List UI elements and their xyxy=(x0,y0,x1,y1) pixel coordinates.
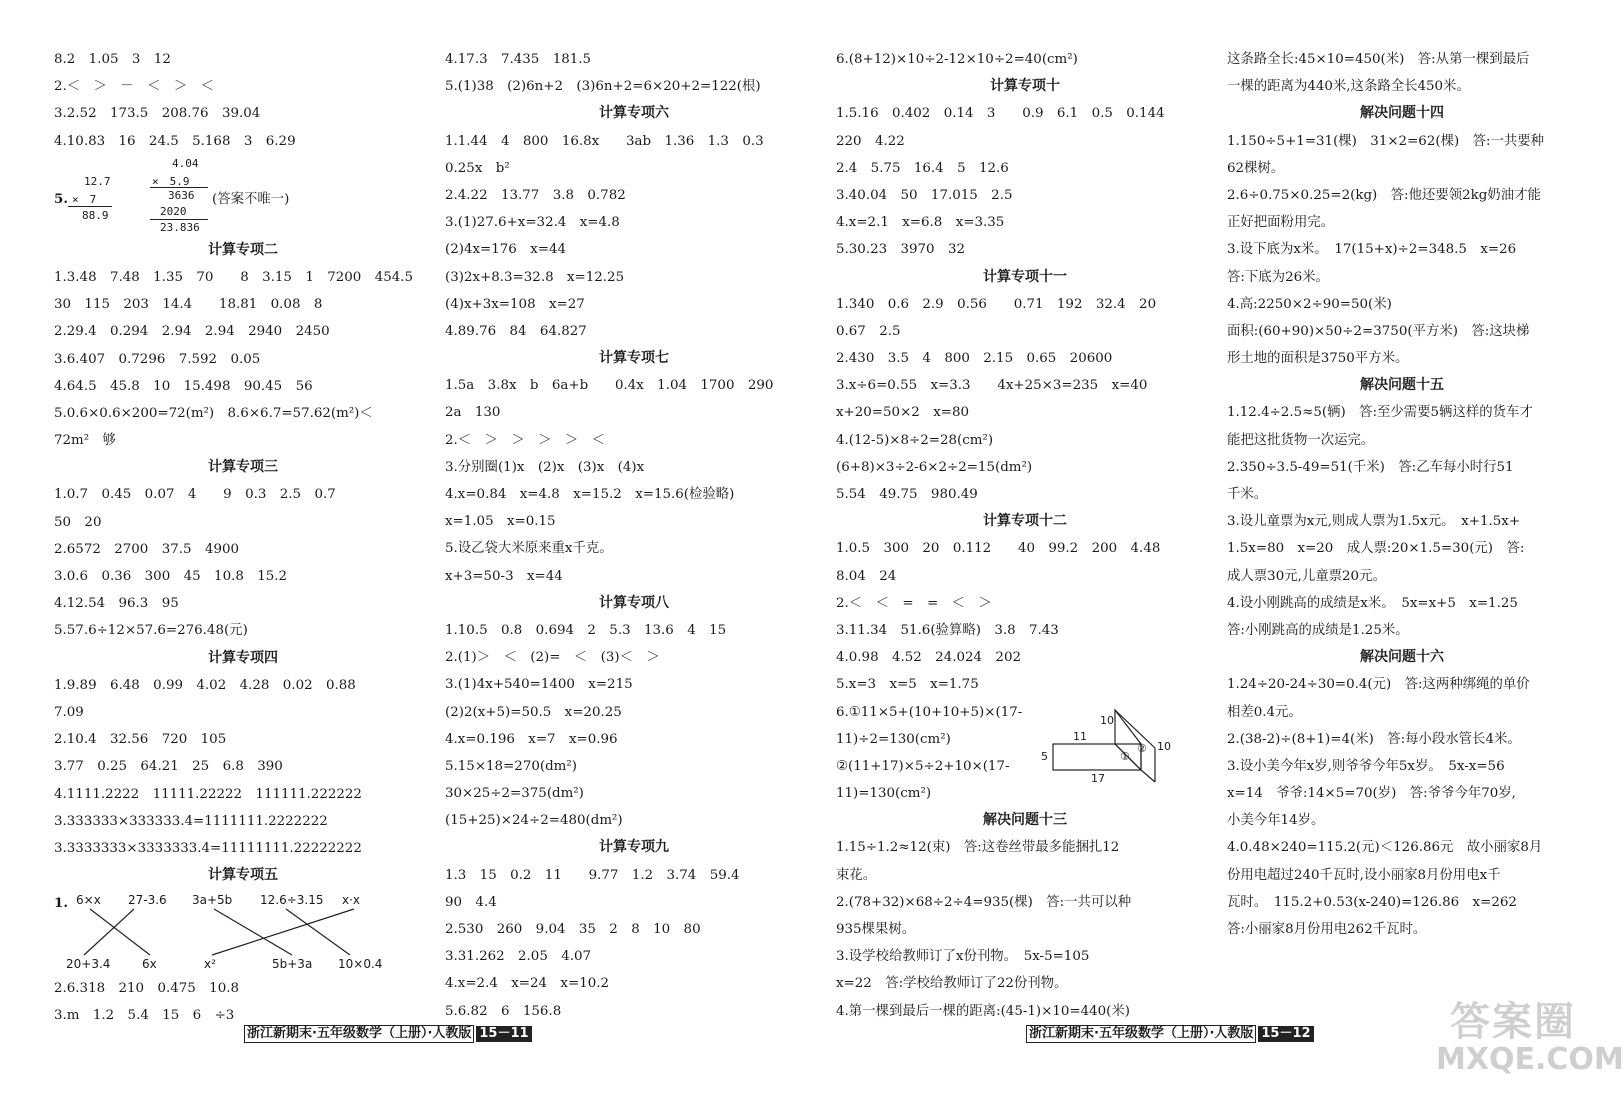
answer-line: 7.09 xyxy=(54,704,84,720)
answer-line: 正好把面粉用完。 xyxy=(1227,215,1335,231)
answer-line: 5.0.6×0.6×200=72(m²) 8.6×6.7=57.62(m²)＜ xyxy=(54,405,373,421)
answer-line: 11)÷2=130(cm²) xyxy=(836,731,951,747)
region-1: ① xyxy=(1120,750,1130,763)
answer-line: 1.150÷5+1=31(棵) 31×2=62(棵) 答:一共要种 xyxy=(1227,133,1545,149)
section-title: 计算专项四 xyxy=(208,649,278,666)
answer-line: 220 4.22 xyxy=(836,133,905,149)
label-17: 17 xyxy=(1091,772,1105,785)
column-2 xyxy=(445,46,823,1025)
answer-line: x+3=50-3 x=44 xyxy=(445,568,563,584)
answer-line: 形土地的面积是3750平方米。 xyxy=(1227,351,1409,367)
answer-line: 瓦时。 115.2+0.53(x-240)=126.86 x=262 xyxy=(1227,894,1517,910)
answer-line: 2.＜ ＜ = = ＜ ＞ xyxy=(836,595,992,611)
answer-line: 5.30.23 3970 32 xyxy=(836,242,966,258)
mul-b-line: 3636 xyxy=(168,188,195,202)
region-2: ② xyxy=(1137,742,1147,755)
section-title: 计算专项六 xyxy=(599,105,669,122)
answer-line: (4)x+3x=108 x=27 xyxy=(445,296,585,312)
answer-line: 1.5x=80 x=20 成人票:20×1.5=30(元) 答: xyxy=(1227,541,1525,557)
answer-line: 5.x=3 x=5 x=1.75 xyxy=(836,677,979,693)
answer-line: 3.77 0.25 64.21 25 6.8 390 xyxy=(54,759,283,775)
answer-line: x=1.05 x=0.15 xyxy=(445,514,556,530)
answer-line: 3.设学校给教师订了x份刊物。 5x-5=105 xyxy=(836,949,1090,965)
vertical-multiplication xyxy=(54,155,432,237)
geometry-figure xyxy=(1041,700,1171,790)
answer-line: 1.12.4÷2.5≈5(辆) 答:至少需要5辆这样的货车才 xyxy=(1227,405,1533,421)
answer-line: 4.12.54 96.3 95 xyxy=(54,596,179,612)
answer-line: 2a 130 xyxy=(445,405,501,421)
section-title: 计算专项五 xyxy=(208,867,278,884)
footer-title: 浙江新期末·五年级数学（上册）·人教版 xyxy=(1026,1025,1256,1043)
label-5: 5 xyxy=(1041,750,1048,763)
answer-line: 2.(1)＞ ＜ (2)= ＜ (3)＜ ＞ xyxy=(445,650,660,666)
answer-line: 0.67 2.5 xyxy=(836,323,901,339)
section-title: 计算专项十一 xyxy=(983,268,1067,285)
answer-line: 答:小丽家8月份用电262千瓦时。 xyxy=(1227,922,1427,937)
answer-line: 2.4 5.75 16.4 5 12.6 xyxy=(836,160,1009,176)
answer-line: 份用电超过240千瓦时,设小丽家8月份用电x千 xyxy=(1227,867,1501,883)
answer-line: 3.333333×333333.4=1111111.2222222 xyxy=(54,813,328,829)
section-title: 解决问题十四 xyxy=(1360,105,1444,122)
column-3 xyxy=(836,46,1214,1025)
answer-line: 2.530 260 9.04 35 2 8 10 80 xyxy=(445,922,701,937)
answer-line: 3.2.52 173.5 208.76 39.04 xyxy=(54,106,261,122)
answer-line: 4.89.76 84 64.827 xyxy=(445,323,587,339)
answer-line: (6+8)×3÷2-6×2÷2=15(dm²) xyxy=(836,459,1033,475)
answer-line: 1.5a 3.8x b 6a+b 0.4x 1.04 1700 290 xyxy=(445,378,774,394)
answer-line: 2.430 3.5 4 800 2.15 0.65 20600 xyxy=(836,351,1113,367)
question-number: 5. xyxy=(54,190,68,207)
page-number: 15－12 xyxy=(1258,1026,1313,1042)
answer-line: x=22 答:学校给教师订了22份刊物。 xyxy=(836,976,1068,992)
answer-line: ②(11+17)×5÷2+10×(17- xyxy=(836,758,1010,774)
answer-line: 5.54 49.75 980.49 xyxy=(836,487,978,502)
section-title: 计算专项三 xyxy=(208,459,278,476)
answer-line: 3.设儿童票为x元,则成人票为1.5x元。 x+1.5x+ xyxy=(1227,514,1521,530)
mul-b-line: 2020 xyxy=(160,204,187,218)
answer-line: 50 20 xyxy=(54,514,102,530)
answer-line: 1.10.5 0.8 0.694 2 5.3 13.6 4 15 xyxy=(445,622,727,638)
answer-line: 这条路全长:45×10=450(米) 答:从第一棵到最后 xyxy=(1227,52,1530,67)
answer-line: 3.分别圈(1)x (2)x (3)x (4)x xyxy=(445,459,645,475)
match-top-item: 3a+5b xyxy=(192,893,233,908)
answer-line: 3.11.34 51.6(验算略) 3.8 7.43 xyxy=(836,622,1059,638)
match-top-item: x·x xyxy=(342,893,361,908)
label-10: 10 xyxy=(1157,740,1171,753)
answer-line: 8.2 1.05 3 12 xyxy=(54,52,171,67)
column-4 xyxy=(1227,46,1577,943)
answer-line: 1.15÷1.2≈12(束) 答:这卷丝带最多能捆扎12 xyxy=(836,840,1120,856)
section-title: 解决问题十三 xyxy=(983,812,1067,829)
answer-line: (15+25)×24÷2=480(dm²) xyxy=(445,813,623,829)
answer-line: 3.(1)4x+540=1400 x=215 xyxy=(445,677,633,693)
answer-line: 5.(1)38 (2)6n+2 (3)6n+2=6×20+2=122(根) xyxy=(445,79,761,95)
answer-line: 千米。 xyxy=(1227,487,1268,502)
section-title: 解决问题十五 xyxy=(1360,377,1444,394)
answer-line: 4.x=2.4 x=24 x=10.2 xyxy=(445,976,610,992)
match-bottom-item: 5b+3a xyxy=(272,957,313,972)
answer-line: 4.x=0.84 x=4.8 x=15.2 x=15.6(检验略) xyxy=(445,487,735,502)
answer-line: 3.40.04 50 17.015 2.5 xyxy=(836,187,1013,203)
answer-line: 1.24÷20-24÷30=0.4(元) 答:这两种绑绳的单价 xyxy=(1227,677,1530,693)
answer-line: 2.(78+32)×68÷2÷4=935(棵) 答:一共可以种 xyxy=(836,894,1132,910)
answer-line: 2.4.22 13.77 3.8 0.782 xyxy=(445,187,626,203)
answer-line: 2.6.318 210 0.475 10.8 xyxy=(54,981,239,997)
answer-line: (3)2x+8.3=32.8 x=12.25 xyxy=(445,269,625,285)
match-top-item: 12.6÷3.15 xyxy=(260,893,324,908)
answer-line: x=14 爷爷:14×5=70(岁) 答:爷爷今年70岁, xyxy=(1227,786,1516,802)
answer-line: 2.＜ ＞ － ＜ ＞ ＜ xyxy=(54,79,215,95)
answer-line: 3.0.6 0.36 300 45 10.8 15.2 xyxy=(54,569,288,584)
answer-line: 4.x=0.196 x=7 x=0.96 xyxy=(445,731,618,747)
watermark-url: MXQE.COM xyxy=(1436,1042,1624,1077)
answer-line: 2.350÷3.5-49=51(千米) 答:乙车每小时行51 xyxy=(1227,459,1514,475)
footer-right xyxy=(1026,1024,1314,1044)
answer-line: 3.m 1.2 5.4 15 6 ÷3 xyxy=(54,1008,235,1024)
answer-line: 答:小刚跳高的成绩是1.25米。 xyxy=(1227,622,1409,638)
footer-left xyxy=(244,1024,532,1044)
section-title: 计算专项十二 xyxy=(983,513,1067,530)
answer-line: 6.①11×5+(10+10+5)×(17- xyxy=(836,704,1023,720)
answer-line: 相差0.4元。 xyxy=(1227,704,1302,720)
label-11: 11 xyxy=(1073,730,1087,743)
label-10: 10 xyxy=(1100,714,1114,727)
answer-line: 90 4.4 xyxy=(445,894,497,910)
answer-line: 一棵的距离为440米,这条路全长450米。 xyxy=(1227,79,1470,95)
answer-line: 4.高:2250×2÷90=50(米) xyxy=(1227,296,1392,312)
answer-line: 5.57.6÷12×57.6=276.48(元) xyxy=(54,623,248,639)
match-bottom-item: x² xyxy=(204,957,216,972)
answer-line: 束花。 xyxy=(836,867,877,883)
answer-line: 1.3.48 7.48 1.35 70 8 3.15 1 7200 454.5 xyxy=(54,269,414,285)
answer-line: 4.17.3 7.435 181.5 xyxy=(445,52,592,67)
mul-a-line: 88.9 xyxy=(82,208,109,222)
answer-line: 0.25x b² xyxy=(445,160,510,176)
answer-line: 4.0.48×240=115.2(元)＜126.86元 故小丽家8月 xyxy=(1227,840,1543,856)
match-top-item: 27-3.6 xyxy=(128,893,167,908)
answer-line: 成人票30元,儿童票20元。 xyxy=(1227,568,1386,584)
footer-title: 浙江新期末·五年级数学（上册）·人教版 xyxy=(244,1025,474,1043)
answer-line: 4.0.98 4.52 24.024 202 xyxy=(836,650,1021,666)
answer-line: 3.(1)27.6+x=32.4 x=4.8 xyxy=(445,215,620,231)
answer-line: 2.(38-2)÷(8+1)=4(米) 答:每小段水管长4米。 xyxy=(1227,731,1521,747)
answer-line: 3.31.262 2.05 4.07 xyxy=(445,949,592,965)
section-title: 计算专项十 xyxy=(990,78,1060,95)
rule-line xyxy=(150,187,208,188)
answer-line: 答:下底为26米。 xyxy=(1227,269,1329,285)
answer-line: 72m² 够 xyxy=(54,433,116,449)
answer-line: 62棵树。 xyxy=(1227,160,1285,176)
question-number: 1. xyxy=(54,895,68,912)
answer-line: 30 115 203 14.4 18.81 0.08 8 xyxy=(54,297,323,313)
answer-line: 3.设小美今年x岁,则爷爷今年5x岁。 5x-x=56 xyxy=(1227,758,1505,774)
answer-line: 小美今年14岁。 xyxy=(1227,813,1325,829)
answer-line: 1.1.44 4 800 16.8x 3ab 1.36 1.3 0.3 xyxy=(445,133,764,149)
section-title: 解决问题十六 xyxy=(1360,649,1444,666)
answer-line: 1.0.7 0.45 0.07 4 9 0.3 2.5 0.7 xyxy=(54,487,336,503)
answer-line: (2)4x=176 x=44 xyxy=(445,242,567,258)
mul-b-line: 4.04 xyxy=(172,156,199,170)
answer-line: 4.10.83 16 24.5 5.168 3 6.29 xyxy=(54,133,296,149)
answer-line: 3.x÷6=0.55 x=3.3 4x+25×3=235 x=40 xyxy=(836,378,1148,394)
section-title: 计算专项九 xyxy=(599,839,669,856)
answer-line: 935棵果树。 xyxy=(836,922,916,937)
answer-line: 1.3 15 0.2 11 9.77 1.2 3.74 59.4 xyxy=(445,867,740,883)
match-bottom-item: 20+3.4 xyxy=(66,957,111,972)
answer-line: 1.9.89 6.48 0.99 4.02 4.28 0.02 0.88 xyxy=(54,677,356,693)
answer-line: 5.设乙袋大米原来重x千克。 xyxy=(445,541,613,557)
watermark-text: 答案圈 xyxy=(1450,999,1576,1045)
page-number: 15－11 xyxy=(476,1026,531,1042)
answer-line: 1.0.5 300 20 0.112 40 99.2 200 4.48 xyxy=(836,541,1161,557)
answer-line: 8.04 24 xyxy=(836,568,897,584)
answer-line: 3.3333333×3333333.4=11111111.22222222 xyxy=(54,840,362,856)
answer-line: 5.6.82 6 156.8 xyxy=(445,1003,562,1019)
answer-line: 4.x=2.1 x=6.8 x=3.35 xyxy=(836,215,1005,231)
answer-line: 4.64.5 45.8 10 15.498 90.45 56 xyxy=(54,378,313,394)
section-title: 计算专项二 xyxy=(208,241,278,258)
answer-line: 1.5.16 0.402 0.14 3 0.9 6.1 0.5 0.144 xyxy=(836,106,1165,122)
match-bottom-item: 6x xyxy=(142,957,157,972)
rule-line xyxy=(68,206,112,207)
answer-line: 5.15×18=270(dm²) xyxy=(445,758,577,774)
section-title: 计算专项八 xyxy=(599,594,669,611)
answer-line: (2)2(x+5)=50.5 x=20.25 xyxy=(445,704,622,720)
answer-line: 能把这批货物一次运完。 xyxy=(1227,432,1375,448)
answer-line: 2.29.4 0.294 2.94 2.94 2940 2450 xyxy=(54,324,330,340)
answer-line: 4.设小刚跳高的成绩是x米。 5x=x+5 x=1.25 xyxy=(1227,595,1518,611)
answer-line: 30×25÷2=375(dm²) xyxy=(445,786,584,802)
match-top-item: 6×x xyxy=(76,893,101,908)
matching-diagram xyxy=(54,889,432,975)
answer-line: 6.(8+12)×10÷2-12×10÷2=40(cm²) xyxy=(836,52,1078,67)
answer-line: 2.10.4 32.56 720 105 xyxy=(54,732,227,748)
answer-line: 2.6572 2700 37.5 4900 xyxy=(54,541,239,557)
section-title: 计算专项七 xyxy=(599,350,669,367)
mul-b-line: 23.836 xyxy=(160,220,200,234)
answer-line: 面积:(60+90)×50÷2=3750(平方米) 答:这块梯 xyxy=(1227,323,1530,339)
answer-line: 11)=130(cm²) xyxy=(836,786,932,802)
answer-line: 4.第一棵到最后一棵的距离:(45-1)×10=440(米) xyxy=(836,1003,1130,1019)
answer-line: 3.6.407 0.7296 7.592 0.05 xyxy=(54,351,261,367)
answer-line: 4.1111.2222 11111.22222 111111.222222 xyxy=(54,786,362,802)
mul-a-line: 12.7 xyxy=(84,174,111,188)
rule-line xyxy=(150,219,208,220)
answer-line: 4.(12-5)×8÷2=28(cm²) xyxy=(836,432,994,448)
match-bottom-item: 10×0.4 xyxy=(338,957,383,972)
answer-line: 2.6÷0.75×0.25=2(kg) 答:他还要领2kg奶油才能 xyxy=(1227,187,1541,203)
column-1 xyxy=(54,46,432,1030)
answer-line: x+20=50×2 x=80 xyxy=(836,405,970,421)
answer-line: 1.340 0.6 2.9 0.56 0.71 192 32.4 20 xyxy=(836,296,1157,312)
mul-b-line: × 5.9 xyxy=(152,174,190,188)
watermark-logo xyxy=(1430,990,1624,1085)
answer-line: 2.＜ ＞ ＞ ＞ ＞ ＜ xyxy=(445,432,606,448)
mul-a-line: × 7 xyxy=(72,192,97,206)
answer-note: (答案不唯一) xyxy=(212,191,290,207)
answer-line: 3.设下底为x米。 17(15+x)÷2=348.5 x=26 xyxy=(1227,242,1517,258)
